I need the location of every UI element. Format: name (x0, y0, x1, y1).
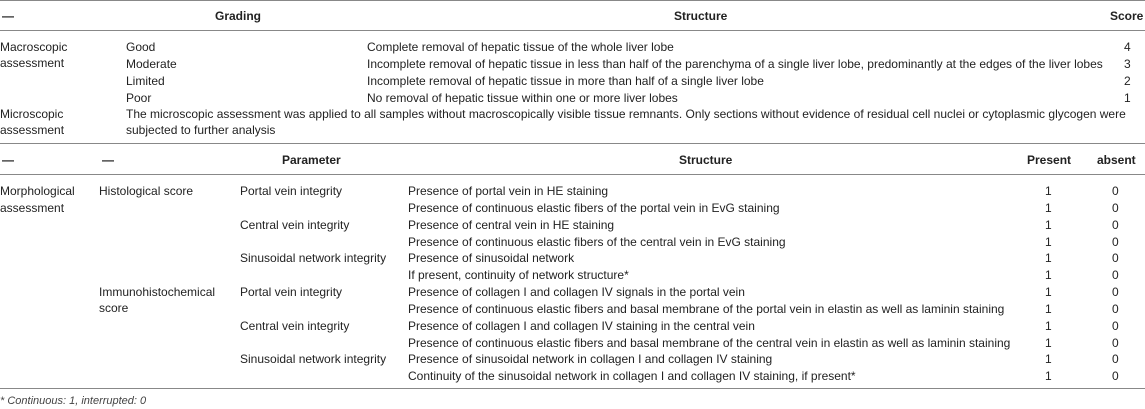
absent-cell: 0 (1112, 352, 1119, 366)
structure-cell: Presence of collagen I and collagen IV signals in the portal vein (408, 285, 745, 299)
present-cell: 1 (1045, 319, 1052, 333)
top-rule (0, 0, 1145, 1)
header-present: Present (1027, 153, 1072, 167)
section-rule (0, 143, 1145, 144)
absent-cell: 0 (1112, 319, 1119, 333)
structure-cell: Incomplete removal of hepatic tissue in more than half of a single liver lobe (367, 74, 764, 88)
score-cell: 1 (1124, 91, 1131, 105)
absent-cell: 0 (1112, 184, 1119, 198)
absent-cell: 0 (1112, 218, 1119, 232)
present-cell: 1 (1045, 184, 1052, 198)
header-dash-2: — (102, 153, 114, 167)
present-cell: 1 (1045, 352, 1052, 366)
footnote: * Continuous: 1, interrupted: 0 (0, 395, 147, 407)
grading-cell: Poor (126, 91, 152, 105)
absent-cell: 0 (1112, 201, 1119, 215)
morph-label-2: assessment (0, 201, 65, 215)
absent-cell: 0 (1112, 302, 1119, 316)
absent-cell: 0 (1112, 285, 1119, 299)
present-cell: 1 (1045, 369, 1052, 383)
micro-text-2: subjected to further analysis (126, 123, 276, 137)
header-parameter: Parameter (282, 153, 341, 167)
header-grading: Grading (215, 9, 262, 23)
present-cell: 1 (1045, 285, 1052, 299)
structure-cell: Presence of continuous elastic fibers of the central vein in EvG staining (408, 235, 786, 249)
structure-cell: Presence of continuous elastic fibers and basal membrane of the portal vein in elastin as well as laminin staining (408, 302, 1005, 316)
score-cell: 2 (1124, 74, 1131, 88)
structure-cell: Presence of sinusoidal network in collagen I and collagen IV staining (408, 352, 773, 366)
structure-cell: No removal of hepatic tissue within one or more liver lobes (367, 91, 678, 105)
micro-text: The microscopic assessment was applied to all samples without macroscopically visible tissue remnants. Only sections without evidence of residual cell nuclei or cytoplasmic glycogen were (126, 107, 1126, 121)
grading-cell: Moderate (126, 57, 177, 71)
absent-cell: 0 (1112, 369, 1119, 383)
score-cell: 3 (1124, 57, 1131, 71)
structure-cell: Continuity of the sinusoidal network in collagen I and collagen IV staining, if present* (408, 369, 856, 383)
present-cell: 1 (1045, 302, 1052, 316)
absent-cell: 0 (1112, 235, 1119, 249)
absent-cell: 0 (1112, 251, 1119, 265)
present-cell: 1 (1045, 218, 1052, 232)
structure-cell: Complete removal of hepatic tissue of the whole liver lobe (367, 40, 674, 54)
structure-cell: Presence of central vein in HE staining (408, 218, 615, 232)
structure-cell: If present, continuity of network structure* (408, 268, 629, 282)
score-cell: 4 (1124, 40, 1131, 54)
immuno-score-label-2: score (99, 301, 129, 315)
structure-cell: Presence of continuous elastic fibers of the portal vein in EvG staining (408, 201, 780, 215)
header-absent: absent (1097, 153, 1136, 167)
present-cell: 1 (1045, 251, 1052, 265)
header-structure-2: Structure (679, 153, 733, 167)
param-portal-2: Portal vein integrity (240, 285, 343, 299)
grading-cell: Good (126, 40, 156, 54)
structure-cell: Presence of continuous elastic fibers and basal membrane of the central vein in elastin as well as laminin staining (408, 336, 1011, 350)
macro-label-2: assessment (0, 56, 65, 70)
immuno-score-label: Immunohistochemical (99, 285, 216, 299)
structure-cell: Presence of portal vein in HE staining (408, 184, 609, 198)
param-sinusoidal-2: Sinusoidal network integrity (240, 352, 387, 366)
present-cell: 1 (1045, 268, 1052, 282)
param-central-2: Central vein integrity (240, 319, 350, 333)
present-cell: 1 (1045, 336, 1052, 350)
micro-label: Microscopic (0, 107, 64, 121)
macro-label: Macroscopic (0, 40, 68, 54)
header-dash-1: — (2, 153, 14, 167)
param-central: Central vein integrity (240, 218, 350, 232)
header-score: Score (1110, 9, 1144, 23)
header-structure: Structure (674, 9, 728, 23)
header-rule (0, 30, 1145, 31)
absent-cell: 0 (1112, 268, 1119, 282)
structure-cell: Incomplete removal of hepatic tissue in less than half of the parenchyma of a single liver lobe, predominantly at the edges of the liver lobes (367, 57, 1103, 71)
morph-label: Morphological (0, 184, 75, 198)
param-sinusoidal: Sinusoidal network integrity (240, 251, 387, 265)
param-portal: Portal vein integrity (240, 184, 343, 198)
header-dash: — (2, 9, 14, 23)
structure-cell: Presence of sinusoidal network (408, 251, 575, 265)
bottom-rule (0, 388, 1145, 389)
absent-cell: 0 (1112, 336, 1119, 350)
grading-cell: Limited (126, 74, 165, 88)
header-rule-2 (0, 174, 1145, 175)
present-cell: 1 (1045, 201, 1052, 215)
micro-label-2: assessment (0, 123, 65, 137)
present-cell: 1 (1045, 235, 1052, 249)
structure-cell: Presence of collagen I and collagen IV staining in the central vein (408, 319, 755, 333)
histological-score-label: Histological score (99, 184, 194, 198)
